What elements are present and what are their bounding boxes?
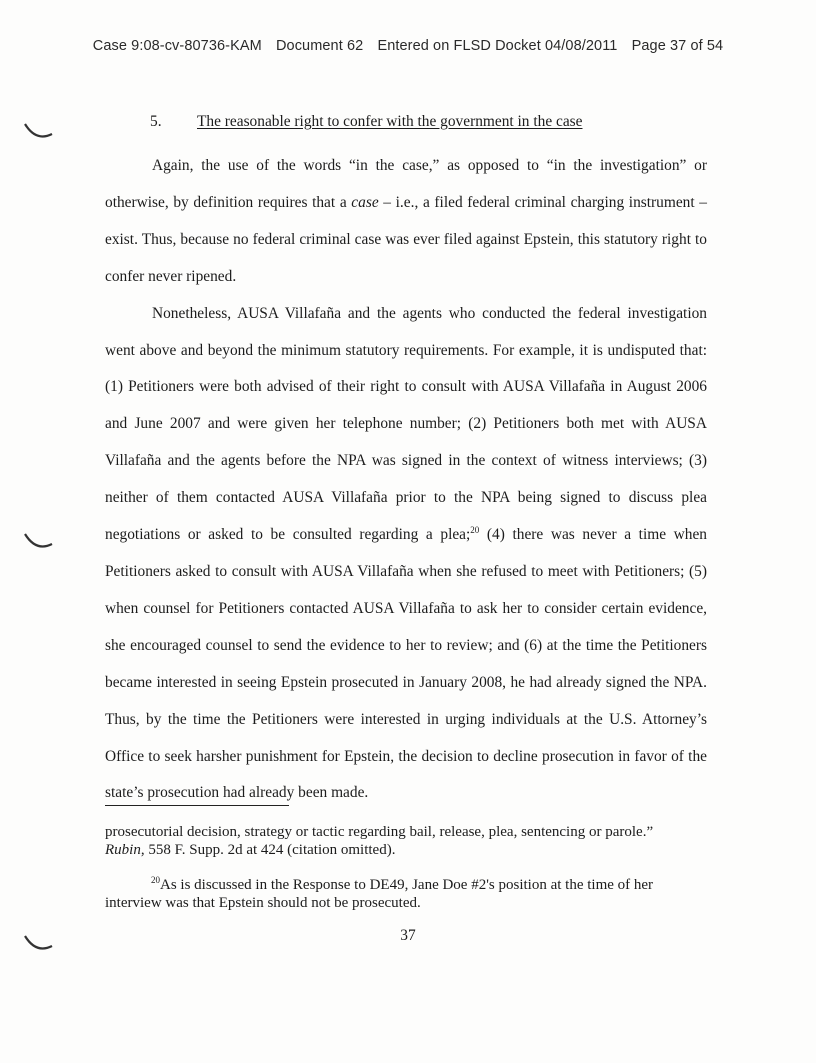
footnote-continued [105, 823, 685, 859]
page-number: 37 [400, 927, 416, 944]
footnote-text: prosecutorial decision, strategy or tactic regarding bail, release, plea, sentencing or parole.” [105, 824, 654, 840]
body-text [105, 148, 707, 812]
docket-header [0, 38, 816, 54]
footnote-number: 20 [151, 875, 160, 885]
footnote-20 [105, 876, 685, 912]
paragraph [105, 296, 707, 813]
paragraph-text: Again, the use of the words “in the case,” as opposed to “in the investigation” or otherwise, by definition requires that a [105, 157, 707, 211]
case-citation: Rubin [105, 842, 141, 858]
paragraph-text: Nonetheless, AUSA Villafaña and the agents who conducted the federal investigation went above and beyond the minimum statutory requirements. For example, it is undisputed that: (1) Petitioners were both advised of their right to consult with AUSA Villafaña in August 2006 and June 2007 and were given her telephone number; (2) Petitioners both met with AUSA Villafaña and the agents before the NPA was signed in the context of witness interviews; (3) neither of them contacted AUSA Villafaña prior to the NPA being signed to discuss plea negotiations or asked to be consulted regarding a plea; [105, 304, 707, 544]
section-number: 5. [150, 113, 162, 130]
page-count: Page 37 of 54 [631, 38, 724, 54]
case-number: Case 9:08-cv-80736-KAM [92, 38, 262, 54]
footnote-text: As is discussed in the Response to DE49, Jane Doe #2's position at the time of her interview was that Epstein should not be prosecuted. [105, 877, 654, 911]
section-title: The reasonable right to confer with the government in the case [197, 113, 583, 130]
footnote-text: , 558 F. Supp. 2d at 424 (citation omitted). [140, 842, 396, 858]
document-number: Document 62 [275, 38, 364, 54]
section-heading [150, 113, 582, 131]
paragraph [105, 148, 707, 296]
docket-entry: Entered on FLSD Docket 04/08/2011 [377, 38, 618, 54]
binder-hole-mark [22, 120, 56, 142]
paragraph-text: – i.e., a filed federal criminal charging instrument – exist. Thus, because no federal criminal case was ever filed against Epstein, this statutory right to confer never ripened. [105, 193, 707, 285]
italic-term: case [351, 193, 379, 211]
paragraph-text: (4) there was never a time when Petitioners asked to consult with AUSA Villafaña when she refused to meet with Petitioners; (5) when counsel for Petitioners contacted AUSA Villafaña to ask her to consider certain evidence, she encouraged counsel to send the evidence to her to review; and (6) at the time the Petitioners became interested in seeing Epstein prosecuted in January 2008, he had already signed the NPA. Thus, by the time the Petitioners were interested in urging individuals at the U.S. Attorney’s Office to seek harsher punishment for Epstein, the decision to decline prosecution in favor of the state’s prosecution had already been made. [105, 526, 707, 802]
footnotes [105, 823, 685, 912]
binder-hole-mark [22, 530, 56, 552]
footnote-reference: 20 [470, 525, 480, 536]
footnote-separator [105, 805, 289, 806]
